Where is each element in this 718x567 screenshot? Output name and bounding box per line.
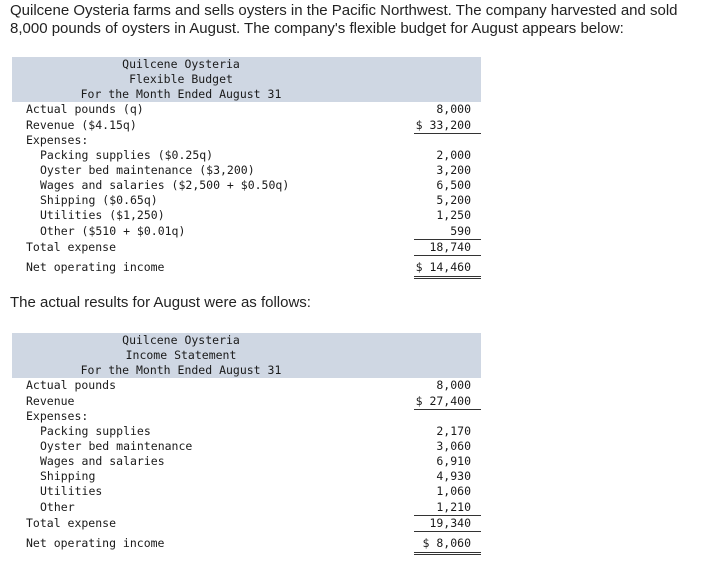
row-label: Total expense: [26, 516, 117, 530]
expense-row: [12, 178, 481, 193]
underline-rule: [414, 531, 481, 532]
row-value: 3,200: [436, 163, 471, 177]
expense-row: [12, 424, 481, 439]
row-value: 2,170: [436, 424, 471, 438]
row-value: $ 8,060: [422, 536, 471, 550]
row-label: Other: [40, 500, 75, 514]
row-value: $ 27,400: [415, 394, 471, 408]
row-value: 5,200: [436, 193, 471, 207]
double-underline-rule: [414, 276, 481, 277]
row-label: Other ($510 + $0.01q): [40, 224, 186, 238]
actual-pounds-row: [12, 102, 481, 117]
expense-row: [12, 224, 481, 239]
row-label: Net operating income: [26, 260, 165, 274]
row-label: Revenue: [26, 394, 75, 408]
row-label: Utilities: [40, 484, 103, 498]
row-label: Actual pounds: [26, 378, 117, 392]
row-value: 4,930: [436, 469, 471, 483]
row-label: Packing supplies: [40, 424, 151, 438]
row-label: Revenue ($4.15q): [26, 118, 137, 132]
row-value: $ 33,200: [415, 118, 471, 132]
expense-row: [12, 208, 481, 223]
intro-paragraph: Quilcene Oysteria farms and sells oysters in the Pacific Northwest. The company harvested and sold 8,000 pounds of oysters in August. The company's flexible budget for August appears below:: [10, 2, 678, 37]
row-label: Total expense: [26, 240, 117, 254]
row-value: 1,060: [436, 484, 471, 498]
net-income-row: [12, 260, 481, 275]
row-label: Expenses:: [26, 409, 89, 423]
expense-row: [12, 163, 481, 178]
expense-row: [12, 148, 481, 163]
row-value: 3,060: [436, 439, 471, 453]
row-value: 19,340: [429, 516, 471, 530]
expenses-heading-row: [12, 133, 481, 148]
row-label: Net operating income: [26, 536, 165, 550]
row-label: Oyster bed maintenance: [40, 439, 193, 453]
total-expense-row: [12, 240, 481, 255]
expense-row: [12, 193, 481, 208]
double-underline-rule: [414, 278, 481, 279]
double-underline-rule: [414, 552, 481, 553]
flexible-budget-statement: [12, 57, 481, 274]
revenue-row: [12, 394, 481, 409]
row-label: Shipping: [40, 469, 96, 483]
company-name: Quilcene Oysteria: [122, 333, 240, 347]
row-label: Packing supplies ($0.25q): [40, 148, 214, 162]
row-value: 18,740: [429, 240, 471, 254]
row-label: Utilities ($1,250): [40, 208, 165, 222]
underline-rule: [414, 255, 481, 256]
expense-row: [12, 439, 481, 454]
statement-title: Flexible Budget: [129, 72, 233, 86]
row-value: 2,000: [436, 148, 471, 162]
double-underline-rule: [414, 554, 481, 555]
expense-row: [12, 484, 481, 499]
total-expense-row: [12, 516, 481, 531]
row-value: 1,210: [436, 500, 471, 514]
expenses-heading-row: [12, 409, 481, 424]
expense-row: [12, 469, 481, 484]
actual-pounds-row: [12, 378, 481, 393]
row-value: 6,500: [436, 178, 471, 192]
expense-row: [12, 500, 481, 515]
mid-paragraph: The actual results for August were as follows:: [10, 294, 311, 311]
row-value: $ 14,460: [415, 260, 471, 274]
row-label: Actual pounds (q): [26, 102, 144, 116]
row-label: Oyster bed maintenance ($3,200): [40, 163, 255, 177]
statement-header: [12, 333, 481, 378]
expense-row: [12, 454, 481, 469]
statement-header: [12, 57, 481, 102]
row-value: 1,250: [436, 208, 471, 222]
row-value: 6,910: [436, 454, 471, 468]
row-label: Shipping ($0.65q): [40, 193, 158, 207]
income-statement: [12, 333, 481, 550]
net-income-row: [12, 536, 481, 551]
row-value: 8,000: [436, 378, 471, 392]
statement-period: For the Month Ended August 31: [80, 363, 282, 377]
revenue-row: [12, 118, 481, 133]
row-value: 590: [450, 224, 471, 238]
row-label: Wages and salaries ($2,500 + $0.50q): [40, 178, 290, 192]
row-label: Wages and salaries: [40, 454, 165, 468]
statement-title: Income Statement: [125, 348, 237, 362]
row-value: 8,000: [436, 102, 471, 116]
company-name: Quilcene Oysteria: [122, 57, 240, 71]
statement-period: For the Month Ended August 31: [80, 87, 282, 101]
row-label: Expenses:: [26, 133, 89, 147]
